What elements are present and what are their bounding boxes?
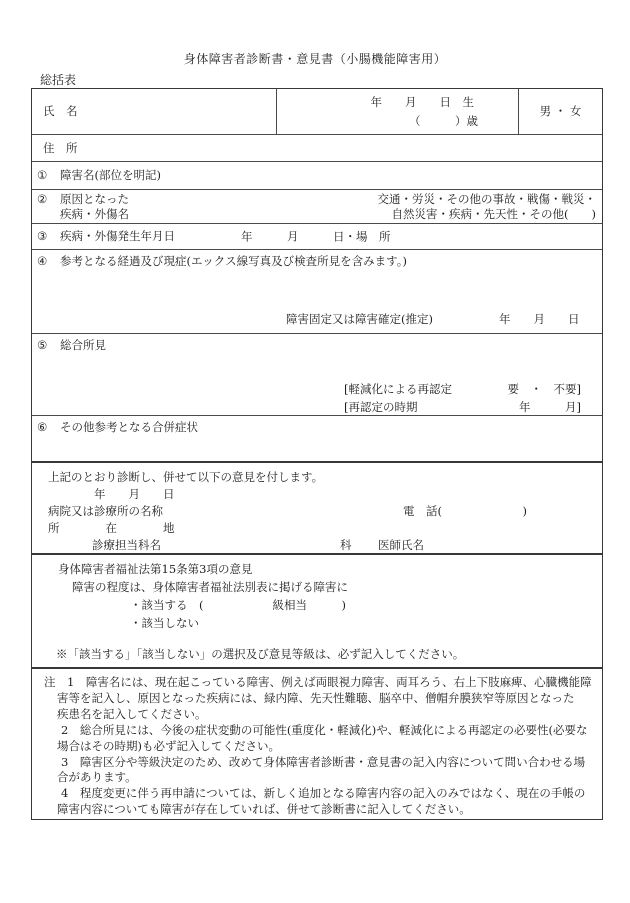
item1-number: ① — [37, 168, 48, 182]
address-row — [32, 134, 602, 161]
not-applicable-option: ・該当しない — [130, 616, 199, 630]
cause-row — [32, 189, 602, 223]
item3-number: ③ — [37, 229, 48, 243]
note-line: 合があります。 — [57, 770, 137, 785]
item4-number: ④ — [37, 254, 48, 268]
fixation-date-fields: 年 月 日 — [499, 312, 580, 326]
department-suffix: 科 — [340, 538, 352, 552]
form-title: 身体障害者診断書・意見書（小腸機能障害用） — [183, 52, 447, 66]
summary-table — [31, 88, 603, 820]
note-line: 疾患名を記入してください。 — [57, 706, 207, 721]
sex-cell — [519, 89, 602, 134]
recertification-choice: 要 ・ 不要] — [507, 382, 581, 396]
onset-date-fields: 年 月 日・場 所 — [241, 229, 391, 243]
onset-date-label: 疾病・外傷発生年月日 — [60, 229, 175, 243]
note-line: 障害内容についても障害が存在していれば、併せて診断書に記入してください。 — [57, 802, 471, 817]
onset-date-row — [32, 223, 602, 249]
sex-label: 男 ・ 女 — [539, 104, 582, 118]
age-line: （ ）歳 — [409, 113, 478, 128]
name-row — [32, 89, 602, 134]
complications-label: その他参考となる合併症状 — [60, 420, 198, 434]
hospital-address-label: 所 在 地 — [48, 521, 175, 535]
item5-number: ⑤ — [37, 338, 48, 352]
diagnosis-statement: 上記のとおり診断し、併せて以下の意見を付します。 — [48, 470, 324, 484]
history-label: 参考となる経過及び現症(エックス線写真及び検査所見を含みます。) — [60, 254, 407, 268]
note-line: 注 1 障害名には、現在起こっている障害、例えば両眼視力障害、両耳ろう、右上下肢麻痺、心臓機能障 — [44, 675, 592, 689]
mandatory-entry-note: ※「該当する」「該当しない」の選択及び意見等級は、必ず記入してください。 — [56, 647, 465, 661]
item6-number: ⑥ — [37, 420, 48, 434]
doctor-block — [32, 461, 602, 553]
overall-findings-label: 総合所見 — [60, 338, 106, 352]
history-row — [32, 249, 602, 333]
summary-table-label: 総括表 — [40, 73, 77, 87]
cause-label-line2: 疾病・外傷名 — [60, 207, 129, 221]
cause-label-line1: 原因となった — [60, 192, 129, 206]
name-label: 氏 名 — [43, 104, 78, 118]
department-label: 診療担当科名 — [92, 538, 161, 552]
phone-label: 電 話( ) — [403, 504, 527, 518]
recertification-time-label: [再認定の時期 — [344, 400, 418, 414]
disability-name-row — [32, 161, 602, 189]
legal-opinion-block — [32, 553, 602, 667]
name-cell — [32, 89, 277, 134]
note-line: 3 障害区分や等級決定のため、改めて身体障害者診断書・意見書の記入内容について問い合わせる場 — [61, 754, 586, 769]
note-line: 2 総合所見には、今後の症状変動の可能性(重度化・軽減化)や、軽減化による再認定の必要性(必要な — [61, 722, 588, 737]
birthdate-cell — [277, 89, 519, 134]
recertification-time-fields: 年 月] — [519, 400, 581, 414]
legal-opinion-subtitle: 障害の程度は、身体障害者福祉法別表に掲げる障害に — [72, 580, 348, 594]
note-line: 場合はその時期)も必ず記入してください。 — [57, 738, 280, 753]
recertification-line — [344, 382, 581, 397]
address-label: 住 所 — [43, 140, 78, 155]
fixation-label: 障害固定又は障害確定(推定) — [286, 312, 433, 326]
hospital-name-label: 病院又は診療所の名称 — [48, 504, 163, 518]
recertification-label: [軽減化による再認定 — [344, 382, 452, 396]
birthdate-line: 年 月 日 生 — [370, 94, 474, 109]
notes-block — [32, 667, 602, 819]
legal-opinion-title: 身体障害者福祉法第15条第3項の意見 — [58, 562, 253, 576]
recertification-time-line — [344, 400, 581, 415]
doctor-name-label: 医師氏名 — [378, 538, 424, 552]
disability-name-label: 障害名(部位を明記) — [60, 168, 161, 182]
item2-number: ② — [37, 192, 48, 206]
cause-options-line1: 交通・労災・その他の事故・戦傷・戦災・ — [377, 192, 596, 206]
note-line: 4 程度変更に伴う再申請については、新しく追加となる障害内容の記入のみではなく、現在の手帳の — [61, 786, 586, 801]
applicable-option: ・該当する ( 級相当 ) — [130, 598, 346, 612]
cause-options — [378, 192, 597, 222]
overall-findings-row — [32, 333, 602, 415]
diagnosis-date-fields: 年 月 日 — [94, 487, 175, 501]
cause-options-line2: 自然災害・疾病・先天性・その他( ) — [391, 207, 596, 221]
complications-row — [32, 415, 602, 461]
note-line: 害等を記入し、原因となった疾病には、緑内障、先天性難聴、脳卒中、僧帽弁膜狭窄等原因となった — [57, 690, 575, 705]
